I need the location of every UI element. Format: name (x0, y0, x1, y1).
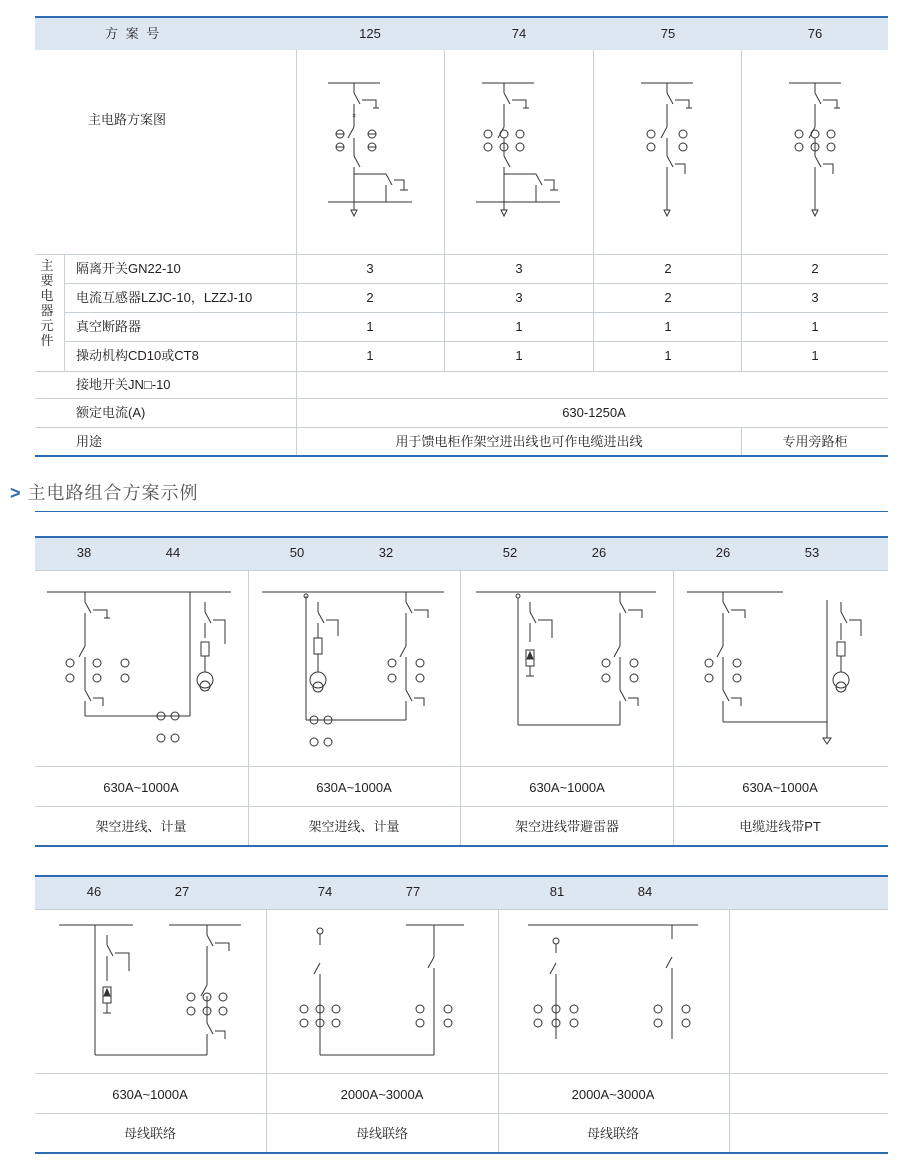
row-value: 1 (664, 319, 672, 334)
usage-side: 专用旁路柜 (782, 434, 848, 449)
ground-switch-label: 接地开关JN□-10 (76, 377, 171, 392)
row-value: 2 (811, 261, 819, 276)
rated-current: 630A~1000A (112, 1087, 188, 1102)
scheme-number: 76 (807, 26, 823, 41)
row-value: 1 (811, 348, 819, 363)
scheme-number: 26 (591, 545, 607, 560)
usage: 架空进线、计量 (308, 819, 400, 834)
usage: 架空进线、计量 (95, 819, 187, 834)
header-label: 方 案 号 (105, 26, 162, 41)
row-value: 2 (664, 261, 672, 276)
row-value: 3 (515, 261, 523, 276)
scheme-number: 26 (715, 545, 731, 560)
usage: 母线联络 (586, 1126, 640, 1141)
circuit-diagram-38-44 (35, 570, 248, 766)
circuit-diagram-26-53 (673, 570, 888, 766)
row-value: 3 (515, 290, 523, 305)
scheme-number: 84 (637, 884, 653, 899)
usage: 架空进线带避雷器 (514, 819, 620, 834)
usage: 母线联络 (355, 1126, 409, 1141)
circuit-diagram-76 (741, 50, 888, 254)
scheme-number: 32 (378, 545, 394, 560)
scheme-number: 77 (405, 884, 421, 899)
circuit-diagram-74 (444, 50, 593, 254)
table-header-band (35, 536, 888, 570)
rated-current-value: 630-1250A (562, 405, 626, 420)
scheme-number: 81 (549, 884, 565, 899)
scheme-number: 27 (174, 884, 190, 899)
table-header-band (35, 16, 888, 50)
rated-current: 630A~1000A (316, 780, 392, 795)
section-title: > 主电路组合方案示例 (10, 483, 199, 503)
scheme-number: 50 (289, 545, 305, 560)
circuit-diagram-75 (593, 50, 741, 254)
rated-current: 2000A~3000A (571, 1087, 655, 1102)
svg-text:×: × (352, 113, 357, 120)
circuit-diagram-74-77 (266, 909, 498, 1073)
rated-current: 630A~1000A (103, 780, 179, 795)
circuit-diagram-81-84 (498, 909, 729, 1073)
rated-current: 630A~1000A (742, 780, 818, 795)
scheme-number: 53 (804, 545, 820, 560)
scheme-number: 125 (359, 26, 381, 41)
usage-main: 用于馈电柜作架空进出线也可作电缆进出线 (395, 434, 643, 449)
chevron-right-icon: > (10, 483, 22, 503)
usage: 电缆进线带PT (739, 819, 821, 834)
circuit-diagram-52-26 (460, 570, 673, 766)
row-label: 隔离开关GN22-10 (76, 261, 181, 276)
scheme-number: 52 (502, 545, 518, 560)
row-label: 操动机构CD10或CT8 (76, 348, 199, 363)
rated-current-label: 额定电流(A) (76, 405, 146, 420)
group-label: 主 要 电 器 元 件 (40, 258, 54, 348)
row-value: 3 (811, 290, 819, 305)
row-value: 1 (515, 319, 523, 334)
table-header-band (35, 875, 888, 909)
circuit-diagram-125 (296, 50, 444, 254)
row-value: 3 (366, 261, 374, 276)
circuit-diagram-46-27 (35, 909, 266, 1073)
scheme-number: 75 (660, 26, 676, 41)
scheme-number: 74 (511, 26, 527, 41)
row-value: 2 (366, 290, 374, 305)
circuit-diagram-50-32 (248, 570, 460, 766)
rated-current: 630A~1000A (529, 780, 605, 795)
usage-label: 用途 (76, 434, 103, 449)
scheme-number: 46 (86, 884, 102, 899)
row-value: 1 (811, 319, 819, 334)
row-value: 1 (664, 348, 672, 363)
scheme-number: 44 (165, 545, 181, 560)
row-value: 1 (515, 348, 523, 363)
row-label: 真空断路器 (76, 319, 142, 334)
scheme-number: 74 (317, 884, 333, 899)
usage: 母线联络 (123, 1126, 177, 1141)
row-value: 2 (664, 290, 672, 305)
diagram-label: 主电路方案图 (88, 112, 167, 127)
row-label: 电流互感器LZJC-10，LZZJ-10 (76, 290, 253, 305)
scheme-number: 38 (76, 545, 92, 560)
row-value: 1 (366, 319, 374, 334)
rated-current: 2000A~3000A (340, 1087, 424, 1102)
row-value: 1 (366, 348, 374, 363)
